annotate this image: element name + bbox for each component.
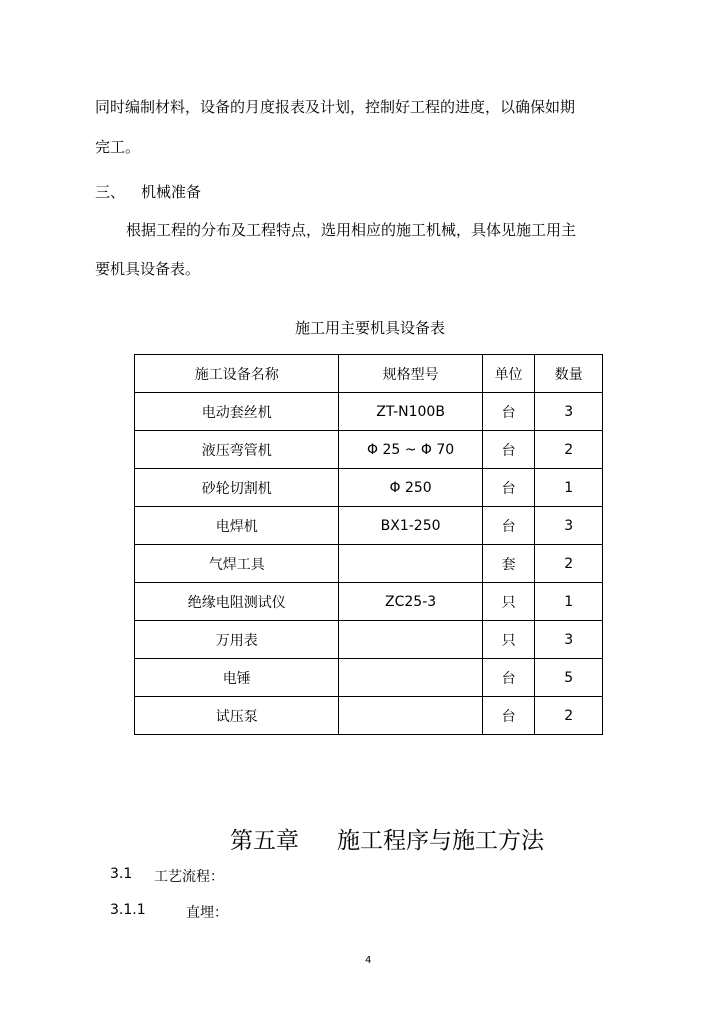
- cell-name: 试压泵: [135, 697, 339, 735]
- table-row: [135, 583, 603, 621]
- equipment-table: [134, 354, 603, 735]
- paragraph-1-line-2: 完工。: [95, 138, 141, 156]
- subsection-3-1-1-title: 直埋：: [186, 905, 228, 921]
- subsection-3-1-title: 工艺流程：: [154, 869, 224, 885]
- cell-qty: 2: [535, 697, 603, 735]
- cell-spec: Φ 25 ~ Φ 70: [339, 431, 482, 469]
- section-3-number: 三、: [95, 183, 126, 201]
- header-unit: 单位: [482, 355, 535, 393]
- table-row: [135, 545, 603, 583]
- paragraph-2-line-2: 要机具设备表。: [95, 260, 201, 278]
- cell-qty: 3: [535, 621, 603, 659]
- subsection-3-1-1-number: 3.1.1: [110, 902, 146, 918]
- cell-name: 电动套丝机: [135, 393, 339, 431]
- table-row: [135, 469, 603, 507]
- cell-spec: [339, 621, 482, 659]
- page-number: 4: [365, 955, 372, 966]
- cell-name: 气焊工具: [135, 545, 339, 583]
- cell-name: 电锤: [135, 659, 339, 697]
- table-row: [135, 393, 603, 431]
- cell-unit: 台: [482, 697, 535, 735]
- header-quantity: 数量: [535, 355, 603, 393]
- table-row: [135, 659, 603, 697]
- cell-spec: BX1-250: [339, 507, 482, 545]
- cell-name: 电焊机: [135, 507, 339, 545]
- table-row: [135, 507, 603, 545]
- section-3-title: 机械准备: [141, 183, 202, 201]
- cell-unit: 只: [482, 621, 535, 659]
- subsection-3-1-number: 3.1: [110, 866, 133, 882]
- table-row: [135, 431, 603, 469]
- cell-spec: ZC25-3: [339, 583, 482, 621]
- cell-spec: [339, 659, 482, 697]
- table-row: [135, 621, 603, 659]
- cell-unit: 台: [482, 431, 535, 469]
- cell-unit: 台: [482, 393, 535, 431]
- cell-qty: 5: [535, 659, 603, 697]
- chapter-5-title: 施工程序与施工方法: [337, 828, 544, 854]
- header-spec-model: 规格型号: [339, 355, 482, 393]
- cell-name: 万用表: [135, 621, 339, 659]
- cell-name: 砂轮切割机: [135, 469, 339, 507]
- cell-unit: 台: [482, 659, 535, 697]
- table-title: 施工用主要机具设备表: [295, 319, 446, 337]
- cell-qty: 1: [535, 583, 603, 621]
- cell-name: 液压弯管机: [135, 431, 339, 469]
- chapter-5-number: 第五章: [230, 828, 299, 854]
- cell-unit: 套: [482, 545, 535, 583]
- paragraph-1-line-1: 同时编制材料，设备的月度报表及计划，控制好工程的进度，以确保如期: [95, 98, 576, 116]
- cell-name: 绝缘电阻测试仪: [135, 583, 339, 621]
- cell-qty: 1: [535, 469, 603, 507]
- cell-unit: 台: [482, 507, 535, 545]
- table-row: [135, 697, 603, 735]
- paragraph-2-line-1: 根据工程的分布及工程特点，选用相应的施工机械，具体见施工用主: [126, 221, 577, 239]
- cell-spec: Φ 250: [339, 469, 482, 507]
- cell-unit: 只: [482, 583, 535, 621]
- header-equipment-name: 施工设备名称: [135, 355, 339, 393]
- cell-unit: 台: [482, 469, 535, 507]
- cell-qty: 2: [535, 431, 603, 469]
- cell-spec: [339, 697, 482, 735]
- cell-qty: 3: [535, 507, 603, 545]
- table-header-row: [135, 355, 603, 393]
- cell-spec: ZT-N100B: [339, 393, 482, 431]
- cell-qty: 2: [535, 545, 603, 583]
- cell-qty: 3: [535, 393, 603, 431]
- cell-spec: [339, 545, 482, 583]
